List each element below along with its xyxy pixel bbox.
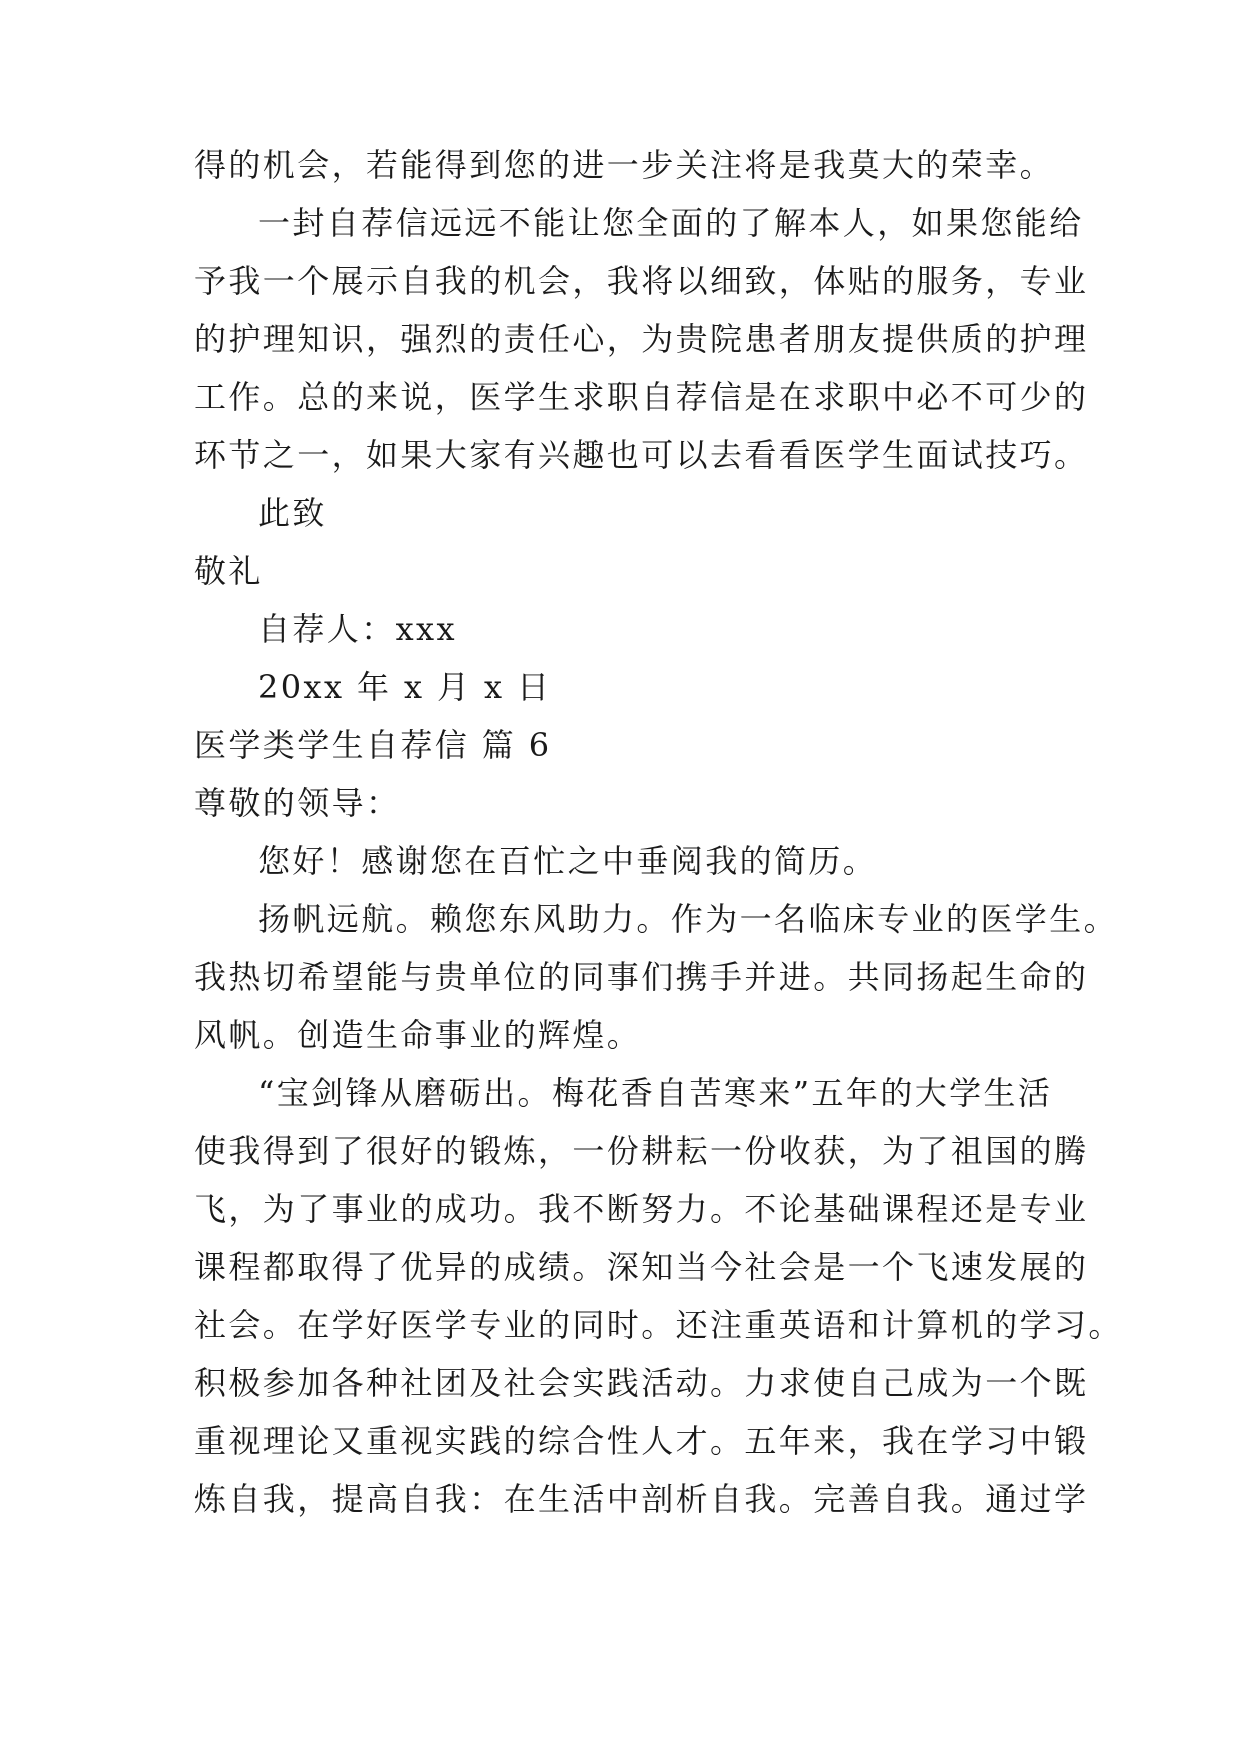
paragraph-line: 您好！感谢您在百忙之中垂阅我的简历。	[258, 842, 878, 880]
paragraph-line: 风帆。创造生命事业的辉煌。	[194, 1016, 642, 1054]
paragraph-line: 得的机会，若能得到您的进一步关注将是我莫大的荣幸。	[194, 146, 1055, 184]
paragraph-line: “宝剑锋从磨砺出。梅花香自苦寒来”五年的大学生活	[258, 1074, 1053, 1112]
paragraph-line: 环节之一，如果大家有兴趣也可以去看看医学生面试技巧。	[194, 436, 1089, 474]
greeting-line: 尊敬的领导：	[194, 784, 401, 822]
paragraph-line: 一封自荐信远远不能让您全面的了解本人，如果您能给	[258, 204, 1084, 242]
section-heading: 医学类学生自荐信 篇 6	[194, 726, 552, 764]
paragraph-line: 炼自我，提高自我：在生活中剖析自我。完善自我。通过学	[194, 1480, 1089, 1518]
paragraph-line: 工作。总的来说，医学生求职自荐信是在求职中必不可少的	[194, 378, 1089, 416]
paragraph-line: 飞，为了事业的成功。我不断努力。不论基础课程还是专业	[194, 1190, 1089, 1228]
paragraph-line: 社会。在学好医学专业的同时。还注重英语和计算机的学习。	[194, 1306, 1123, 1344]
paragraph-line: 扬帆远航。赖您东风助力。作为一名临床专业的医学生。	[258, 900, 1119, 938]
closing-line: 此致	[258, 494, 327, 532]
signature-line: 自荐人：xxx	[258, 610, 457, 648]
salutation-line: 敬礼	[194, 552, 263, 590]
date-line: 20xx 年 x 月 x 日	[258, 668, 552, 706]
paragraph-line: 我热切希望能与贵单位的同事们携手并进。共同扬起生命的	[194, 958, 1089, 996]
paragraph-line: 使我得到了很好的锻炼，一份耕耘一份收获，为了祖国的腾	[194, 1132, 1089, 1170]
paragraph-line: 重视理论又重视实践的综合性人才。五年来，我在学习中锻	[194, 1422, 1089, 1460]
paragraph-line: 课程都取得了优异的成绩。深知当今社会是一个飞速发展的	[194, 1248, 1089, 1286]
paragraph-line: 予我一个展示自我的机会，我将以细致，体贴的服务，专业	[194, 262, 1089, 300]
paragraph-line: 积极参加各种社团及社会实践活动。力求使自己成为一个既	[194, 1364, 1089, 1402]
paragraph-line: 的护理知识，强烈的责任心，为贵院患者朋友提供质的护理	[194, 320, 1089, 358]
